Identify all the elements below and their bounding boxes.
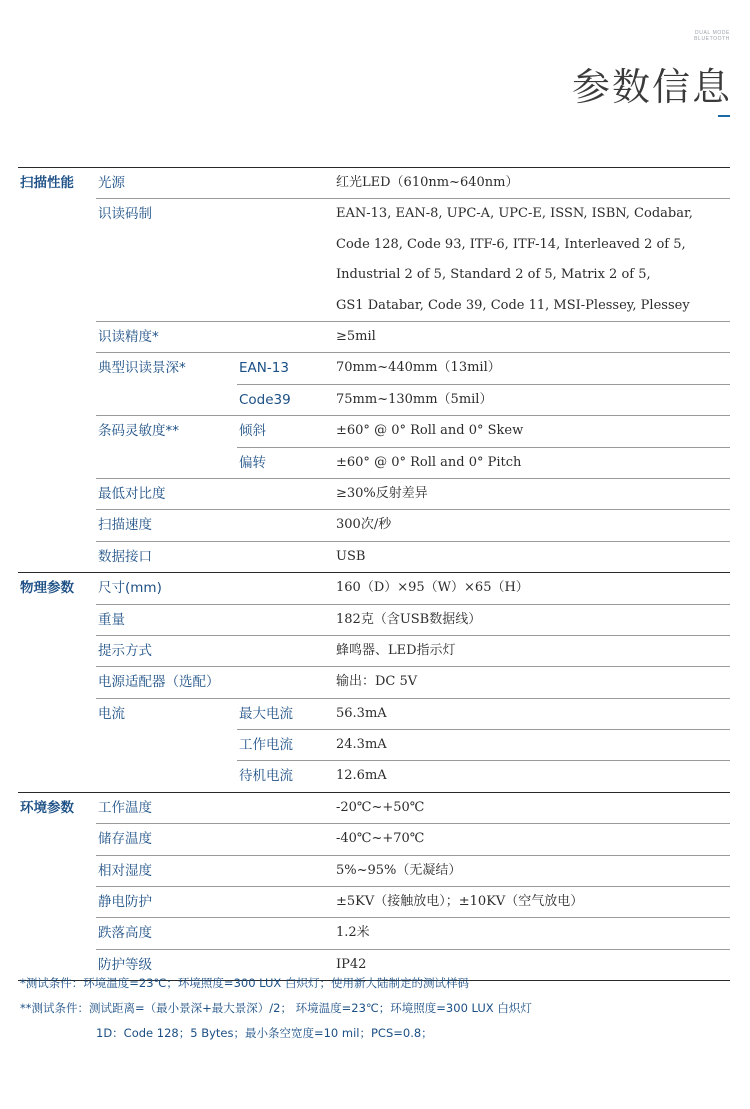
row-separator-mask xyxy=(18,949,96,951)
row-separator-mask xyxy=(18,321,96,323)
spec-row xyxy=(18,352,730,383)
param-value xyxy=(336,199,693,321)
spec-table xyxy=(18,167,730,981)
row-separator-mask xyxy=(18,698,96,700)
spec-row xyxy=(18,384,730,415)
param-label: 电流 xyxy=(98,705,125,722)
param-label: 储存温度 xyxy=(98,831,152,848)
param-value: 输出：DC 5V xyxy=(336,674,418,690)
param-value: ≥5mil xyxy=(336,328,376,344)
spec-row xyxy=(18,792,730,823)
spec-row xyxy=(18,886,730,917)
param-value: IP42 xyxy=(336,956,367,972)
param-label: 条码灵敏度** xyxy=(98,423,179,440)
row-separator-mask xyxy=(18,666,96,668)
brand-line-1: DUAL MODE xyxy=(695,30,730,36)
param-label: 防护等级 xyxy=(98,956,152,973)
param-value: 70mm~440mm（13mil） xyxy=(336,360,501,376)
row-separator-mask xyxy=(18,352,96,354)
brand-mark xyxy=(694,30,730,42)
symbology-line: Industrial 2 of 5, Standard 2 of 5, Matrix 2 of 5, xyxy=(336,267,651,283)
param-label: 尺寸(mm) xyxy=(98,580,162,597)
spec-row xyxy=(18,760,730,791)
spec-row xyxy=(18,729,730,760)
row-separator-mask xyxy=(18,604,96,606)
category-label: 物理参数 xyxy=(20,580,74,597)
spec-row xyxy=(18,321,730,352)
row-separator-mask xyxy=(18,415,96,417)
spec-row xyxy=(18,572,730,603)
param-label: 电源适配器（选配） xyxy=(98,674,220,691)
spec-row xyxy=(18,604,730,635)
row-separator-mask xyxy=(18,635,96,637)
param-value: 红光LED（610nm~640nm） xyxy=(336,175,519,190)
title-accent-bar xyxy=(718,115,730,117)
param-value: 1.2米 xyxy=(336,925,370,941)
param-value: USB xyxy=(336,548,366,564)
category-label: 环境参数 xyxy=(20,799,74,816)
footnote-3: 1D：Code 128；5 Bytes；最小条空宽度=10 mil；PCS=0.8； xyxy=(96,1026,433,1040)
sub-param-label: Code39 xyxy=(239,391,291,408)
sub-param-label: 工作电流 xyxy=(239,737,293,754)
param-value: 56.3mA xyxy=(336,705,387,721)
sub-param-label: 待机电流 xyxy=(239,768,293,785)
row-separator-mask xyxy=(18,198,96,200)
param-label: 最低对比度 xyxy=(98,485,166,502)
brand-line-2: BLUETOOTH xyxy=(694,36,730,42)
symbology-line: GS1 Databar, Code 39, Code 11, MSI-Plessey, Plessey xyxy=(336,297,690,313)
param-label: 重量 xyxy=(98,611,125,628)
row-separator-mask xyxy=(18,541,96,543)
param-label: 光源 xyxy=(98,175,125,191)
param-label: 识读精度* xyxy=(98,328,159,345)
param-value: 300次/秒 xyxy=(336,517,392,533)
param-value: 160（D）×95（W）×65（H） xyxy=(336,580,529,596)
param-label: 工作温度 xyxy=(98,799,152,816)
spec-row xyxy=(18,478,730,509)
spec-row xyxy=(18,666,730,697)
param-label: 识读码制 xyxy=(98,206,152,223)
spec-row xyxy=(18,198,730,321)
sub-param-label: 倾斜 xyxy=(239,423,266,440)
sub-param-label: 最大电流 xyxy=(239,705,293,722)
row-separator-mask xyxy=(18,917,96,919)
param-value: 蜂鸣器、LED指示灯 xyxy=(336,642,456,658)
param-value: 182克（含USB数据线） xyxy=(336,611,482,627)
row-separator-mask xyxy=(18,478,96,480)
spec-row xyxy=(18,168,730,198)
param-label: 提示方式 xyxy=(98,642,152,659)
param-value: 5%~95%（无凝结） xyxy=(336,862,462,878)
row-separator-mask xyxy=(18,729,237,731)
spec-row xyxy=(18,509,730,540)
row-separator-mask xyxy=(18,760,237,762)
spec-row xyxy=(18,917,730,948)
param-value: 24.3mA xyxy=(336,737,387,753)
page-title: 参数信息 xyxy=(571,65,732,109)
spec-row xyxy=(18,541,730,572)
row-separator-mask xyxy=(18,886,96,888)
sub-param-label: 偏转 xyxy=(239,454,266,471)
param-label: 跌落高度 xyxy=(98,925,152,942)
param-value: 12.6mA xyxy=(336,768,387,784)
param-value: -40℃~+70℃ xyxy=(336,831,425,847)
footnote-1: *测试条件：环境温度=23℃；环境照度=300 LUX 白炽灯；使用新大陆制定的测试样码 xyxy=(20,976,469,990)
spec-row xyxy=(18,635,730,666)
row-separator-mask xyxy=(18,855,96,857)
spec-row xyxy=(18,823,730,854)
spec-row xyxy=(18,447,730,478)
symbology-line: EAN-13, EAN-8, UPC-A, UPC-E, ISSN, ISBN, Codabar, xyxy=(336,206,693,222)
param-label: 静电防护 xyxy=(98,894,152,911)
param-value: ≥30%反射差异 xyxy=(336,485,428,501)
spec-row xyxy=(18,698,730,729)
spec-row xyxy=(18,855,730,886)
param-value: 75mm~130mm（5mil） xyxy=(336,391,493,407)
sub-param-label: EAN-13 xyxy=(239,360,289,377)
param-label: 扫描速度 xyxy=(98,517,152,534)
param-value: ±60° @ 0° Roll and 0° Pitch xyxy=(336,454,522,470)
row-separator-mask xyxy=(18,823,96,825)
param-value: ±60° @ 0° Roll and 0° Skew xyxy=(336,423,524,439)
param-label: 数据接口 xyxy=(98,548,152,565)
param-label: 相对湿度 xyxy=(98,862,152,879)
footnote-2: **测试条件：测试距离=（最小景深+最大景深）/2； 环境温度=23℃；环境照度=300 LUX 白炽灯 xyxy=(20,1001,532,1015)
param-value: -20℃~+50℃ xyxy=(336,799,425,815)
symbology-line: Code 128, Code 93, ITF-6, ITF-14, Interleaved 2 of 5, xyxy=(336,236,686,252)
row-separator-mask xyxy=(18,447,237,449)
spec-row xyxy=(18,415,730,446)
param-value: ±5KV（接触放电）；±10KV（空气放电） xyxy=(336,894,584,910)
row-separator-mask xyxy=(18,384,237,386)
param-label: 典型识读景深* xyxy=(98,360,186,377)
row-separator-mask xyxy=(18,509,96,511)
category-label: 扫描性能 xyxy=(20,175,74,191)
